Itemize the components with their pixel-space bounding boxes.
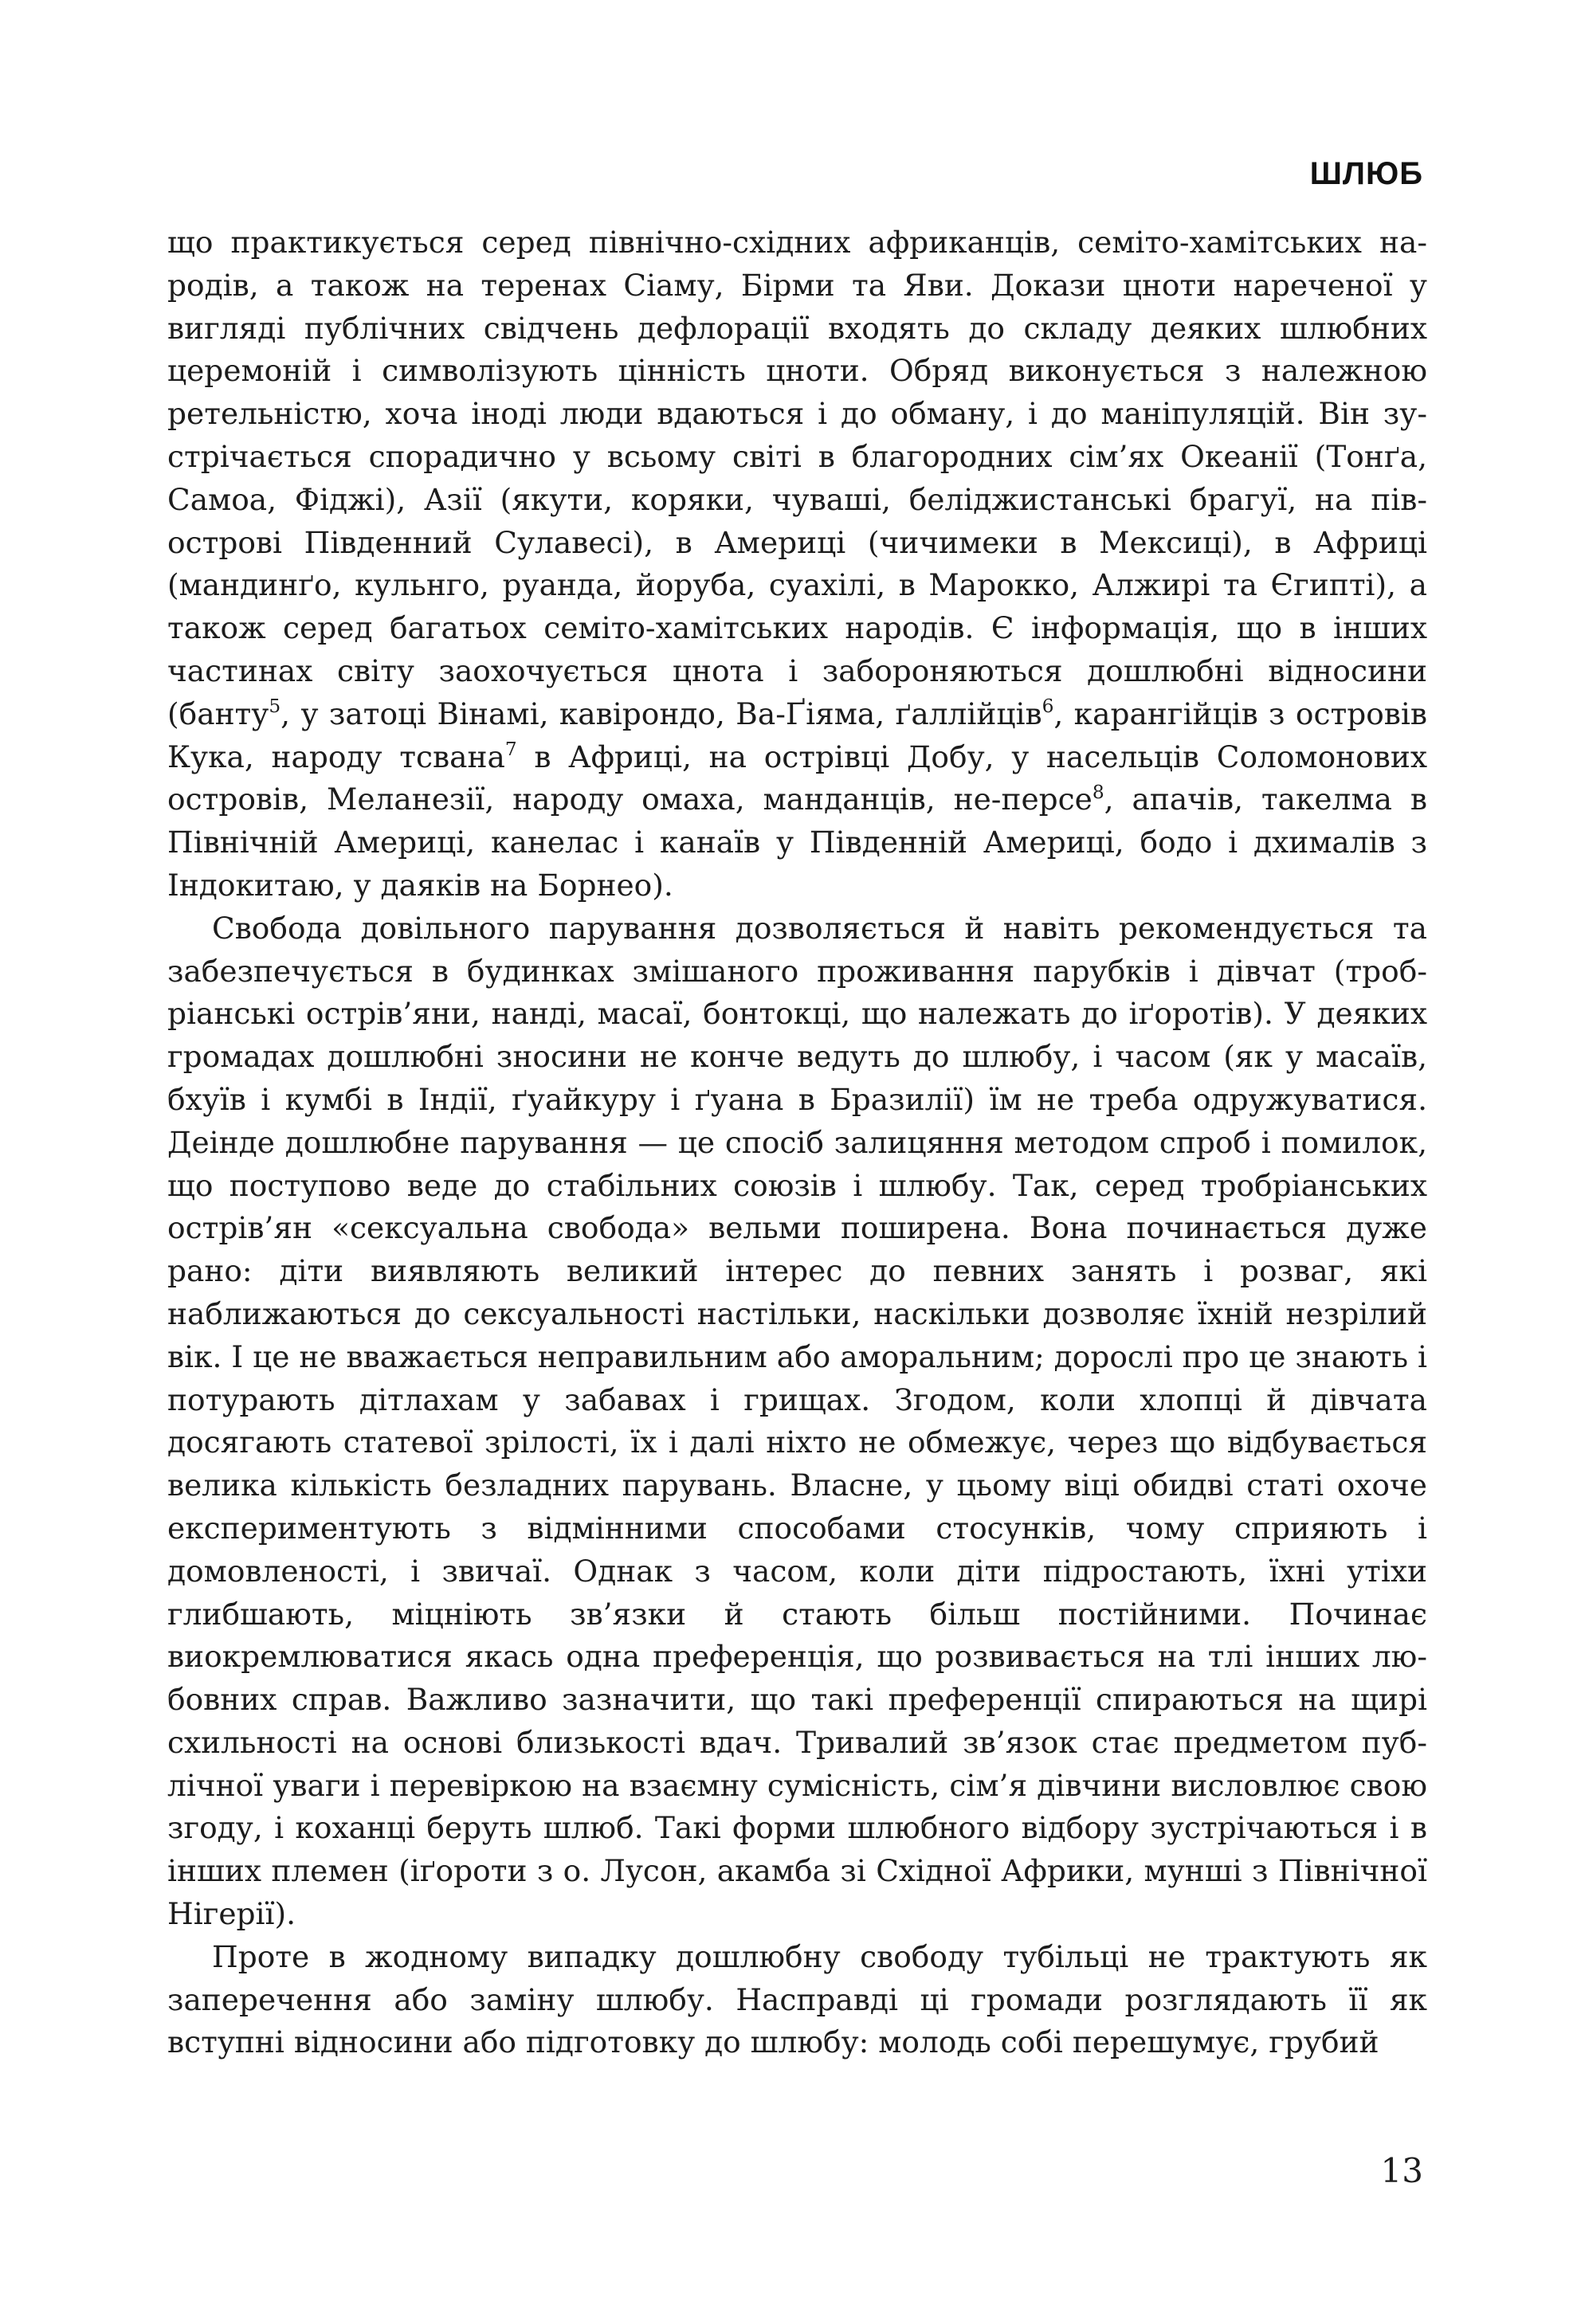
running-head: ШЛЮБ xyxy=(1309,156,1423,191)
text-run: Свобода довільного парування дозволяється й навіть рекомендується та забезпечується в будинках змішаного проживання парубків і дівчат (тробріанські острів’яни, нанді, масаї, бонтокці, що належать до іґоротів). У деяких громадах дошлюбні зносини не конче ведуть до шлюбу, і часом (як у масаїв, бхуїв і кумбі в Індії, ґуайкуру і ґуана в Бразилії) їм не треба одружуватися. Деінде дошлюбне парування — це спосіб залицяння методом спроб і помилок, що поступово веде до стабільних союзів і шлюбу. Так, серед тробріанських острів’ян «сексуальна свобода» вельми поширена. Вона починається дуже рано: діти виявляють великий інтерес до певних занять і розваг, які наближаються до сексуальності настільки, наскільки дозволяє їхній незрілий вік. І це не вважається неправильним або аморальним; дорослі про це знають і потурають дітлахам у забавах і грищах. Згодом, коли хлопці й дівчата досягають статевої зрілості, їх і далі ніхто не обмежує, через що відбувається велика кількість безладних парувань. Власне, у цьому віці обидві статі охоче експериментують з відмінними способами стосунків, чому сприяють і домовленості, і звичаї. Однак з часом, коли діти підростають, їхні утіхи глибшають, міцніють зв’язки й стають більш постійними. Починає виокремлюватися якась одна преференція, що розвивається на тлі інших любовних справ. Важливо зазначити, що такі преференції спираються на щирі схильності на основі близькості вдач. Тривалий зв’язок стає предметом публічної уваги і перевіркою на взаємну сумісність, сім’я дівчини висловлює свою згоду, і коханці беруть шлюб. Такі форми шлюбного відбору зустрічаються і в інших племен (іґороти з о. Лусон, акамба зі Східної Африки, мунші з Північної Нігерії). xyxy=(167,910,1427,1932)
paragraph xyxy=(167,907,1427,1936)
paragraph xyxy=(167,1936,1427,2064)
text-run: , у затоці Вінамі, кавірондо, Ва-Ґіяма, ґаллійців xyxy=(280,696,1042,731)
text-run: , апачів, такелма в Північній Америці, канелас і канаїв у Південній Америці, бодо і дхималів з Індокитаю, у даяків на Борнео). xyxy=(167,782,1427,903)
footnote-ref[interactable]: 5 xyxy=(269,696,281,718)
text-run: що практикується серед північно-східних африканців, семіто-хамітських народів, а також на теренах Сіаму, Бірми та Яви. Докази цноти нареченої у вигляді публічних свідчень дефлорації входять до складу деяких шлюбних церемоній і символізують цінність цноти. Обряд виконується з належною ретельністю, хоча іноді люди вдаються і до обману, і до маніпуляцій. Він зустрічається спорадично у всьому світі в благородних сім’ях Океанії (Тонґа, Самоа, Фіджі), Азії (якути, коряки, чуваші, беліджистанські брагуї, на півострові Південний Сулавесі), в Америці (чичимеки в Мексиці), в Африці (мандинґо, кульнго, руанда, йоруба, суахілі, в Марокко, Алжирі та Єгипті), а також серед багатьох семіто-хамітських народів. Є інформація, що в інших частинах світу заохочується цнота і забороняються дошлюбні відносини (банту xyxy=(167,225,1427,731)
paragraph xyxy=(167,221,1427,907)
footnote-ref[interactable]: 6 xyxy=(1042,696,1054,718)
text-run: в Африці, на острівці Добу, у насельців Соломонових островів, Меланезії, народу омаха, манданців, не-персе xyxy=(167,739,1427,817)
text-run: Проте в жодному випадку дошлюбну свободу тубільці не трактують як заперечення або заміну шлюбу. Насправді ці громади розглядають її як вступні відносини або підготовку до шлюбу: молодь собі перешумує, грубий xyxy=(167,1938,1427,2060)
text-run: , карангійців з островів Кука, народу тсвана xyxy=(167,696,1428,774)
body-text xyxy=(167,221,1427,2064)
footnote-ref[interactable]: 7 xyxy=(504,739,517,761)
footnote-ref[interactable]: 8 xyxy=(1092,781,1104,803)
page-number: 13 xyxy=(1380,2151,1423,2190)
